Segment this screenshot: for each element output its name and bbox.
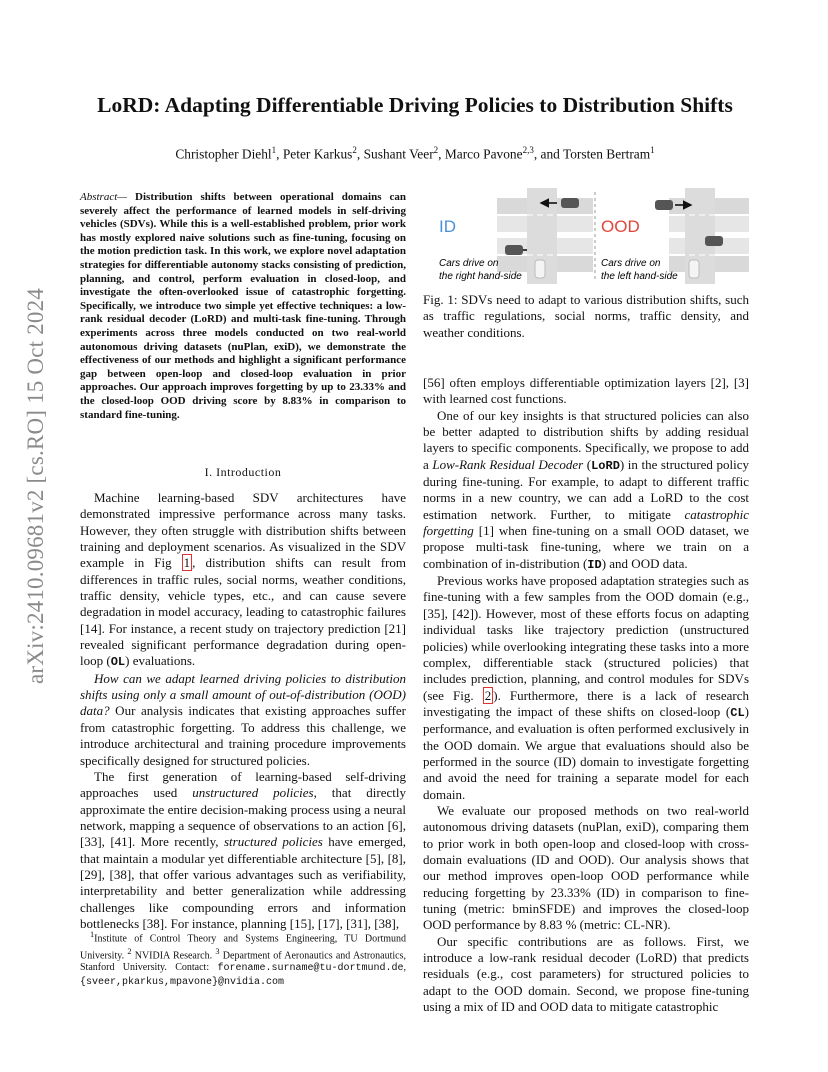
abstract-text: Distribution shifts between operational domains can severely affect the performance of learned models in self-driving vehicles (SDVs). While this is a well-established problem, prior work has mostly explored naive solutions such as fine-tuning, focusing on the motion prediction task. In this work, we explore novel adaptation strategies for differentiable autonomy stacks consisting of prediction, planning, and control, perform evaluation in closed-loop, and investigate the often-overlooked issue of catastrophic forgetting. Specifically, we introduce two simple yet effective techniques: a low-rank residual decoder (LoRD) and multi-task fine-tuning. Through experiments across three models conducted on two real-world autonomous driving datasets (nuPlan, exiD), we demonstrate the effectiveness of our methods and highlight a significant performance gap between open-loop and closed-loop evaluation in prior approaches. Our approach improves forgetting by up to 23.33% and the closed-loop OOD driving score by 8.83% in comparison to standard fine-tuning. bbox=[80, 191, 406, 421]
abstract bbox=[80, 191, 406, 422]
author-affiliation: 2 bbox=[352, 145, 357, 155]
author-list bbox=[70, 145, 760, 162]
lord-code: LoRD bbox=[591, 458, 620, 473]
paragraph: One of our key insights is that structured policies can also be better adapted to distribution shifts by adding residual layers to specific components. Specifically, we propose to add a Low-Rank Residual Decoder (LoRD) in the structured policy during fine-tuning. For example, to adapt to different traffic norms in a new country, we can add a LoRD to the cost estimation network. Further, to mitigate catastrophic forgetting [1] when fine-tuning on a small OOD dataset, we propose multi-task fine-tuning, where we train on a combination of in-distribution (ID) and OOD data. bbox=[423, 407, 749, 572]
paragraph: The first generation of learning-based self-driving approaches used unstructured policies, that directly approximate the entire decision-making process using a neural network, mapping a sequence of observations to an action [6], [33], [41]. More recently, structured policies have emerged, that maintain a modular yet differentiable architecture [5], [8], [29], [38], that offer various advantages such as verifiability, interpretability and better generalization while addressing challenges like compounding errors and information bottlenecks [38]. For instance, planning [15], [17], [31], [38], bbox=[80, 768, 406, 931]
id-caption-line-1: Cars drive on bbox=[439, 258, 499, 269]
ol-code: OL bbox=[110, 655, 126, 670]
author-separator: , and bbox=[533, 146, 563, 162]
author-separator: , bbox=[356, 146, 364, 162]
section-heading-introduction: I. Introduction bbox=[204, 465, 282, 479]
author-affiliation: 2 bbox=[433, 145, 439, 155]
id-road-scene bbox=[497, 188, 593, 284]
paragraph: We evaluate our proposed methods on two real-world autonomous driving datasets (nuPlan, exiD), comparing them to prior work in both open-loop and closed-loop with cross-domain evaluations (ID and OOD). Our analysis shows that our method improves open-loop OOD performance while reducing forgetting by 23.33% (ID) in comparison to fine-tuning (metric: bminSFDE) and improves the closed-loop OOD performance by 8.83 % (metric: CL-NR). bbox=[423, 802, 749, 933]
paragraph: Machine learning-based SDV architectures have demonstrated impressive performance across many tasks. However, they often struggle with distribution shifts between training and deployment scenarios. As visualized in the SDV example in Fig 1 , distribution shifts can result from differences in traffic rules, social norms, weather conditions, traffic density, vehicle types, etc., and can cause severe degradation in model accuracy, leading to catastrophic failures [14]. For instance, a recent study on trajectory prediction [21] revealed significant performance degradation during open-loop (OL) evaluations. bbox=[80, 490, 406, 670]
author-affiliation: 2,3 bbox=[522, 145, 534, 155]
paper-title: LoRD: Adapting Differentiable Driving Policies to Distribution Shifts bbox=[97, 93, 733, 117]
ood-road-scene bbox=[655, 188, 749, 284]
author-name: Torsten Bertram bbox=[562, 146, 651, 162]
contact-email[interactable]: forename.surname@tu-dortmund.de bbox=[217, 963, 404, 975]
paragraph: Our specific contributions are as follows. First, we introduce a low-rank residual decoder (LoRD) that predicts residuals (e.g., cost parameters) for structured policies to adapt to the OOD domain. Second, we propose fine-tuning using a mix of ID and OOD data to mitigate catastrophic bbox=[423, 933, 749, 1015]
id-label: ID bbox=[439, 217, 456, 236]
arxiv-sidebar bbox=[16, 286, 56, 686]
author-name: Sushant Veer bbox=[363, 146, 434, 162]
paragraph: How can we adapt learned driving policies to distribution shifts using only a small amount of out-of-distribution (OOD) data? Our analysis indicates that existing approaches suffer from catastrophic forgetting. To address this challenge, we introduce architectural and training procedure improvements specifically designed for structured policies. bbox=[80, 670, 406, 768]
cl-code: CL bbox=[730, 705, 745, 720]
left-column-body bbox=[80, 490, 406, 932]
paragraph: Previous works have proposed adaptation strategies such as fine-tuning with a few samples from the OOD domain (e.g., [35], [42]). However, most of these efforts focus on adapting individual tasks like trajectory prediction (unstructured policies) while overlooking integrating these tasks into a more complex, differentiable stack (structured policies) that includes prediction, planning, and control modules for SDVs (see Fig. 2 ). Furthermore, there is a lack of research investigating the impact of these shifts on closed-loop (CL) performance, and evaluation is often performed exclusively in the OOD domain. We argue that evaluations should also be performed in the source (ID) domain to investigate forgetting and avoid the need for training a separate model for each domain. bbox=[423, 573, 749, 802]
figure-1-illustration bbox=[423, 188, 749, 284]
ood-caption-line-1: Cars drive on bbox=[601, 258, 661, 269]
figure-1 bbox=[423, 188, 749, 284]
id-caption-line-2: the right hand-side bbox=[439, 271, 522, 282]
abstract-label: Abstract— bbox=[80, 191, 128, 203]
figure-1-caption: Fig. 1: SDVs need to adapt to various distribution shifts, such as traffic regulations, social norms, traffic density, and weather conditions. bbox=[423, 292, 749, 340]
contact-email[interactable]: {sveer,pkarkus,mpavone}@nvidia.com bbox=[80, 976, 285, 988]
figure-reference-link[interactable]: 1 bbox=[183, 555, 191, 571]
affiliation-footnote: $^1$Institute of Control Theory and Systems Engineering, TU Dortmund University. $^2$ NVIDIA Research. $^3$ Department of Aeronautics and Astronautics, Stanford University. Contact: forename.surname@tu-dortmund.de, {sveer,pkarkus,mpavone}@nvidia.com bbox=[80, 930, 407, 988]
arxiv-identifier: arXiv:2410.09681v2 [cs.RO] 15 Oct 2024 bbox=[23, 288, 48, 684]
author-name: Christopher Diehl bbox=[175, 146, 272, 162]
author-name: Peter Karkus bbox=[282, 146, 353, 162]
id-code: ID bbox=[587, 557, 602, 572]
ood-label: OOD bbox=[601, 217, 640, 236]
paragraph: [56] often employs differentiable optimization layers [2], [3] with learned cost functions. bbox=[423, 375, 749, 407]
figure-reference-link[interactable]: 2 bbox=[484, 687, 492, 703]
author-separator: , bbox=[276, 146, 283, 162]
author-affiliation: 1 bbox=[271, 145, 277, 155]
author-separator: , bbox=[438, 146, 445, 162]
ood-caption-line-2: the left hand-side bbox=[601, 271, 678, 282]
right-column-body bbox=[423, 375, 749, 1015]
author-name: Marco Pavone bbox=[444, 146, 523, 162]
author-affiliation: 1 bbox=[650, 145, 655, 155]
